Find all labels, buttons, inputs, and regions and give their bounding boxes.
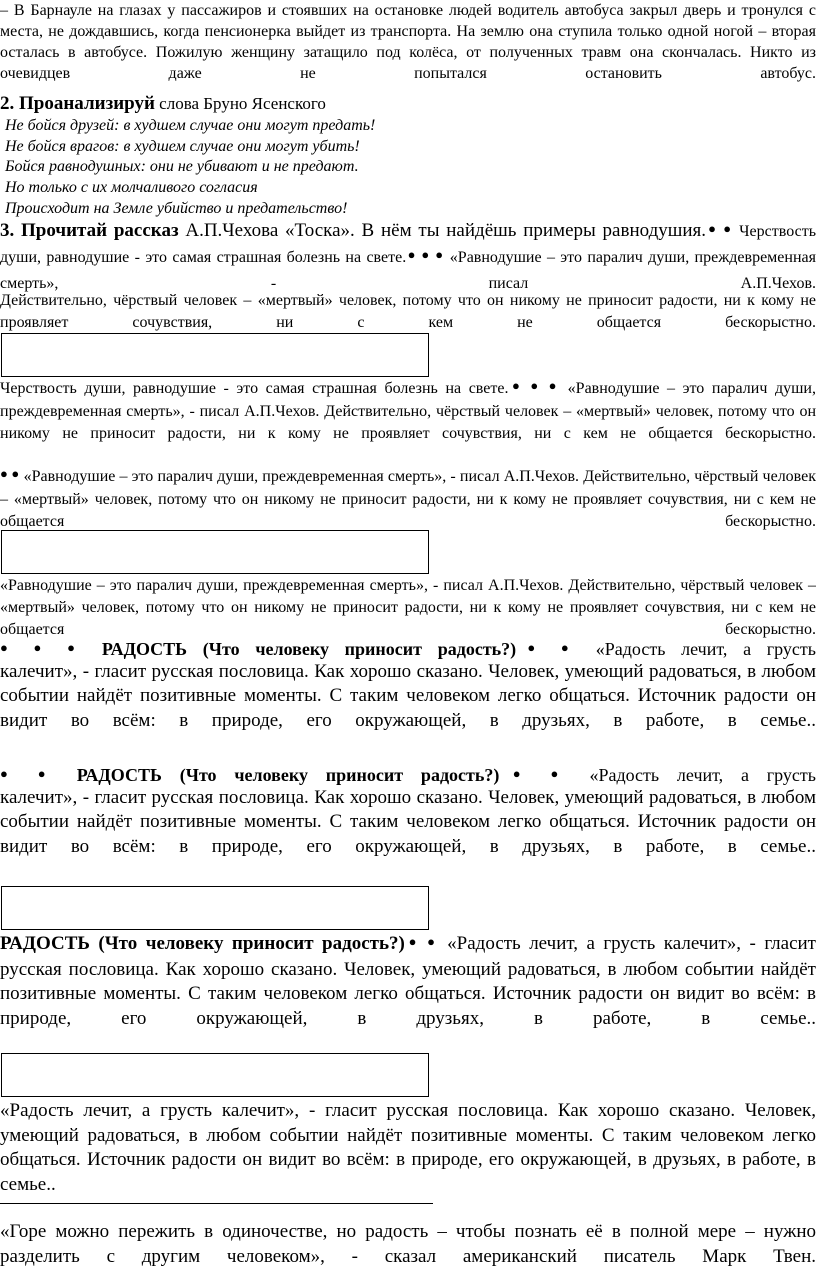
poem-line-1: Не бойся друзей: в худшем случае они могут предать! xyxy=(5,117,376,134)
joy1-body-text: калечит», - гласит русская пословица. Как хорошо сказано. Человек, умеющий радоваться, в любом событии найдёт позитивные моменты. С таким человеком легко общаться. Источник радости он видит во всём: в природе, его окружающей, в друзьях, в работе, в семье.. xyxy=(0,661,816,731)
task3-line2: Черствость души, равнодушие - это самая страшная болезнь на свете. xyxy=(0,223,816,266)
repeat3-paragraph xyxy=(0,575,816,641)
repeat1-b: «Равнодушие – это паралич души, преждевременная смерть», - писал А.П.Чехов. Действительно, чёрствый человек – «мертвый» человек, потому что он никому не приносит радости, ни к кому не проявляет сочувствия, ни с кем не общается бескорыстно. xyxy=(0,380,816,442)
joy1-body xyxy=(0,660,816,733)
joy2-body-text: калечит», - гласит русская пословица. Как хорошо сказано. Человек, умеющий радоваться, в любом событии найдёт позитивные моменты. С таким человеком легко общаться. Источник радости он видит во всём: в природе, его окружающей, в друзьях, в работе, в семье.. xyxy=(0,787,816,857)
task2-heading-bold: 2. Проанализируй xyxy=(0,93,155,114)
task3-line4 xyxy=(0,290,816,334)
repeat1-paragraph xyxy=(0,378,816,446)
joy-heading: РАДОСТЬ (Что человеку приносит радость?) xyxy=(0,933,405,954)
joy2-body xyxy=(0,786,816,859)
joy-heading: РАДОСТЬ (Что человеку приносит радость?) xyxy=(58,765,500,785)
footer-quote-text: «Горе можно пережить в одиночестве, но радость – чтобы познать её в полной мере – нужно разделить с другим человеком», - сказал американский писатель Марк Твен. xyxy=(0,1221,816,1267)
bullet-dots: ● ● xyxy=(516,640,581,655)
poem-line-3: Бойся равнодушных: они не убивают и не предают. xyxy=(5,158,359,176)
answer-box-2[interactable] xyxy=(1,530,429,574)
bullet-dots: ● ● ● xyxy=(508,378,561,393)
bullet-dots: ● ● xyxy=(0,766,59,781)
task3-heading-bold: 3. Прочитай рассказ xyxy=(0,220,179,241)
bullet-dots: ● ● xyxy=(0,466,20,481)
poem-line-5: Происходит на Земле убийство и предательство! xyxy=(5,199,348,217)
joy2-quote-start: «Радость лечит, а грусть xyxy=(571,765,816,785)
footnote-divider xyxy=(0,1203,433,1204)
joy-heading: РАДОСТЬ (Что человеку приносит радость?) xyxy=(86,639,517,659)
bullet-dots: ● ● xyxy=(404,934,439,949)
poem xyxy=(5,116,805,220)
bullet-dots: ● ● ● xyxy=(406,247,445,262)
joy1-quote-start: «Радость лечит, а грусть xyxy=(580,639,816,659)
joy3-paragraph xyxy=(0,932,816,1031)
poem-line-4: Но только с их молчаливого согласия xyxy=(5,179,258,197)
answer-box-4[interactable] xyxy=(1,1053,429,1097)
task2-heading-rest: слова Бруно Ясенского xyxy=(154,94,326,113)
intro-text: – В Барнауле на глазах у пассажиров и стоявших на остановке людей водитель автобуса закрыл дверь и тронулся с места, не дождавшись, когда пенсионерка выйдет из транспорта. На землю она ступила только одной ногой – вторая осталась в автобусе. Пожилую женщину затащило под колёса, от полученных травм она скончалась. Никто из очевидцев даже не попытался остановить автобус. xyxy=(0,2,816,82)
joy3-text: «Радость лечит, а грусть калечит», - гласит русская пословица. Как хорошо сказано. Человек, умеющий радоваться, в любом событии найдёт позитивные моменты. С таким человеком легко общаться. Источник радости он видит во всём: в природе, его окружающей, в друзьях, в работе, в семье.. xyxy=(0,933,816,1029)
intro-paragraph xyxy=(0,0,816,84)
footer-quote xyxy=(0,1219,816,1269)
repeat2-b: чёрствый человек – «мертвый» человек, потому что он никому не приносит радости, ни к кому не проявляет сочувствия, ни с кем не общается бескорыстно. xyxy=(0,468,816,530)
joy4-paragraph xyxy=(0,1099,816,1197)
answer-box-3[interactable] xyxy=(1,886,429,930)
repeat2-a: «Равнодушие – это паралич души, преждевременная смерть», - писал А.П.Чехов. Действительно, xyxy=(19,468,691,485)
bullet-dots: ● ● ● xyxy=(0,640,87,655)
joy4-text: «Радость лечит, а грусть калечит», - гласит русская пословица. Как хорошо сказано. Человек, умеющий радоваться, в любом событии найдёт позитивные моменты. С таким человеком легко общаться. Источник радости он видит во всём: в природе, его окружающей, в друзьях, в работе, в семье.. xyxy=(0,1100,816,1195)
bullet-dots: ● ● xyxy=(706,221,734,236)
repeat1-a: Черствость души, равнодушие - это самая страшная болезнь на свете. xyxy=(0,380,509,397)
repeat2-paragraph xyxy=(0,466,816,534)
task3-paragraph xyxy=(0,218,816,296)
answer-box-1[interactable] xyxy=(1,333,429,377)
task3-heading-rest: А.П.Чехова «Тоска». В нём ты найдёшь примеры равнодушия. xyxy=(178,220,707,241)
repeat3-text: «Равнодушие – это паралич души, преждевременная смерть», - писал А.П.Чехов. Действительно, чёрствый человек – «мертвый» человек, потому что он никому не приносит радости, ни к кому не проявляет сочувствия, ни с кем не общается бескорыстно. xyxy=(0,577,816,638)
poem-line-2: Не бойся врагов: в худшем случае они могут убить! xyxy=(5,137,360,155)
task2-heading xyxy=(0,92,816,116)
bullet-dots: ● ● xyxy=(499,766,572,781)
task3-line3: «Равнодушие – это паралич души, преждевременная смерть», - писал А.П.Чехов. xyxy=(0,249,816,292)
task3-line4-text: Действительно, чёрствый человек – «мертвый» человек, потому что он никому не приносит радости, ни к кому не проявляет сочувствия, ни с кем не общается бескорыстно. xyxy=(0,292,816,331)
